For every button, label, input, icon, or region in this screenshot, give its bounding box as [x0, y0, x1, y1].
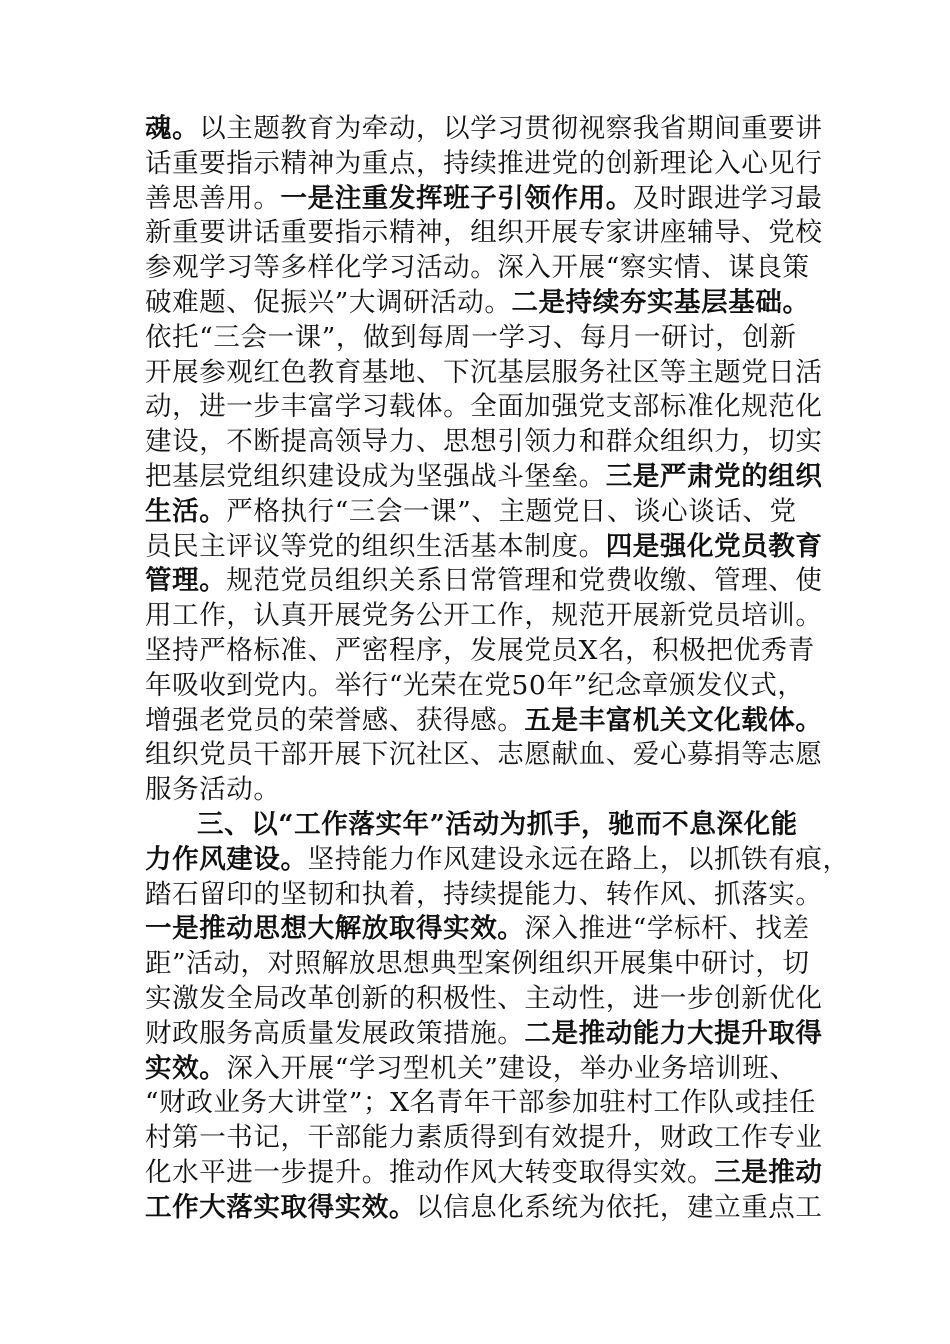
text-line — [145, 356, 835, 391]
text-line — [145, 216, 835, 251]
text-line — [145, 530, 835, 565]
bold-text-segment: 实效。 — [145, 1052, 227, 1084]
text-line — [145, 738, 835, 773]
text-segment: 及时跟进学习最 — [632, 182, 823, 214]
bold-text-segment: 三是严肃党的组织 — [605, 460, 823, 492]
bold-text-segment: 生活。 — [145, 495, 227, 527]
text-line — [145, 982, 835, 1017]
text-segment: 服务活动。 — [145, 774, 281, 806]
text-segment: 组织党员干部开展下沉社区、志愿献血、爱心募捐等志愿 — [145, 739, 823, 771]
text-segment: 坚持严格标准、严密程序，发展党员X名，积极把优秀青 — [145, 634, 815, 666]
text-line — [145, 1052, 835, 1087]
bold-text-segment: 一是注重发挥班子引领作用。 — [280, 182, 633, 214]
text-line — [145, 669, 835, 704]
text-line — [145, 425, 835, 460]
text-segment: 新重要讲话重要指示精神，组织开展专家讲座辅导、党校 — [145, 217, 823, 249]
text-segment: 员民主评议等党的组织生活基本制度。 — [145, 530, 606, 562]
text-segment: 用工作，认真开展党务公开工作，规范开展新党员培训。 — [145, 600, 823, 632]
text-line — [145, 599, 835, 634]
text-segment: 年吸收到党内。举行“光荣在党50年”纪念章颁发仪式， — [145, 669, 805, 701]
text-line — [145, 878, 835, 913]
text-segment: 破难题、促振兴”大调研活动。 — [145, 286, 512, 318]
bold-text-segment: 五是丰富机关文化载体。 — [524, 704, 823, 736]
text-line — [145, 1086, 835, 1121]
text-segment: 话重要指示精神为重点，持续推进党的创新理论入心见行 — [145, 147, 823, 179]
text-segment: 坚持能力作风建设永远在路上，以抓铁有痕， — [307, 843, 850, 875]
text-segment: 建设，不断提高领导力、思想引领力和群众组织力，切实 — [145, 426, 823, 458]
text-line — [145, 808, 835, 843]
text-segment: 财政服务高质量发展政策措施。 — [145, 1017, 525, 1049]
text-line — [145, 564, 835, 599]
bold-text-segment: 四是强化党员教育 — [605, 530, 823, 562]
bold-text-segment: 三、以“工作落实年”活动为抓手，驰而不息深化能 — [197, 808, 798, 840]
text-line — [145, 147, 835, 182]
text-segment: 村第一书记，干部能力素质得到有效提升，财政工作专业 — [145, 1122, 823, 1154]
text-segment: 依托“三会一课”，做到每周一学习、每月一研讨，创新 — [145, 321, 797, 353]
text-segment: 实激发全局改革创新的积极性、主动性，进一步创新优化 — [145, 982, 823, 1014]
text-line — [145, 843, 850, 878]
text-segment: 善思善用。 — [145, 182, 281, 214]
document-body — [145, 112, 850, 1226]
bold-text-segment: 魂。 — [145, 113, 200, 144]
bold-text-segment: 二是推动能力大提升取得 — [524, 1017, 823, 1049]
text-line — [145, 773, 835, 808]
text-line — [145, 321, 835, 356]
bold-text-segment: 二是持续夯实基层基础。 — [511, 286, 810, 318]
bold-text-segment: 力作风建设。 — [145, 843, 308, 875]
text-segment: 化水平进一步提升。推动作风大转变取得实效。 — [145, 1156, 715, 1188]
text-segment: 开展参观红色教育基地、下沉基层服务社区等主题党日活 — [145, 356, 823, 388]
text-segment: 以主题教育为牵动，以学习贯彻视察我省期间重要讲 — [199, 113, 823, 144]
text-line — [145, 390, 835, 425]
text-segment: 动，进一步丰富学习载体。全面加强党支部标准化规范化 — [145, 391, 823, 423]
text-segment: 距”活动，对照解放思想典型案例组织开展集中研讨，切 — [145, 948, 810, 980]
text-segment: 深入开展“学习型机关”建设，举办业务培训班、 — [226, 1052, 797, 1084]
text-line — [145, 947, 835, 982]
text-line — [145, 495, 835, 530]
text-segment: 踏石留印的坚韧和执着，持续提能力、转作风、抓落实。 — [145, 878, 823, 910]
text-line — [145, 460, 835, 495]
bold-text-segment: 工作大落实取得实效。 — [145, 1191, 416, 1223]
text-segment: 深入推进“学标杆、找差 — [524, 913, 810, 945]
text-segment: 参观学习等多样化学习活动。深入开展“察实情、谋良策 — [145, 252, 810, 284]
text-line — [145, 182, 835, 217]
bold-text-segment: 管理。 — [145, 565, 227, 597]
text-segment: 以信息化系统为依托，建立重点工 — [416, 1191, 823, 1223]
text-line — [145, 1017, 835, 1052]
text-line — [145, 286, 835, 321]
text-line — [145, 1191, 835, 1226]
text-line — [145, 251, 835, 286]
text-segment: 严格执行“三会一课”、主题党日、谈心谈话、党 — [226, 495, 797, 527]
text-line — [145, 634, 835, 669]
bold-text-segment: 三是推动 — [714, 1156, 823, 1188]
text-segment: “财政业务大讲堂”；X名青年干部参加驻村工作队或挂任 — [145, 1087, 817, 1119]
text-line — [145, 912, 835, 947]
text-line — [145, 1121, 835, 1156]
text-line — [145, 112, 835, 147]
text-segment: 规范党员组织关系日常管理和党费收缴、管理、使 — [226, 565, 823, 597]
bold-text-segment: 一是推动思想大解放取得实效。 — [145, 913, 525, 945]
text-segment: 把基层党组织建设成为坚强战斗堡垒。 — [145, 460, 606, 492]
text-line — [145, 704, 835, 739]
text-line — [145, 1156, 835, 1191]
text-segment: 增强老党员的荣誉感、获得感。 — [145, 704, 525, 736]
